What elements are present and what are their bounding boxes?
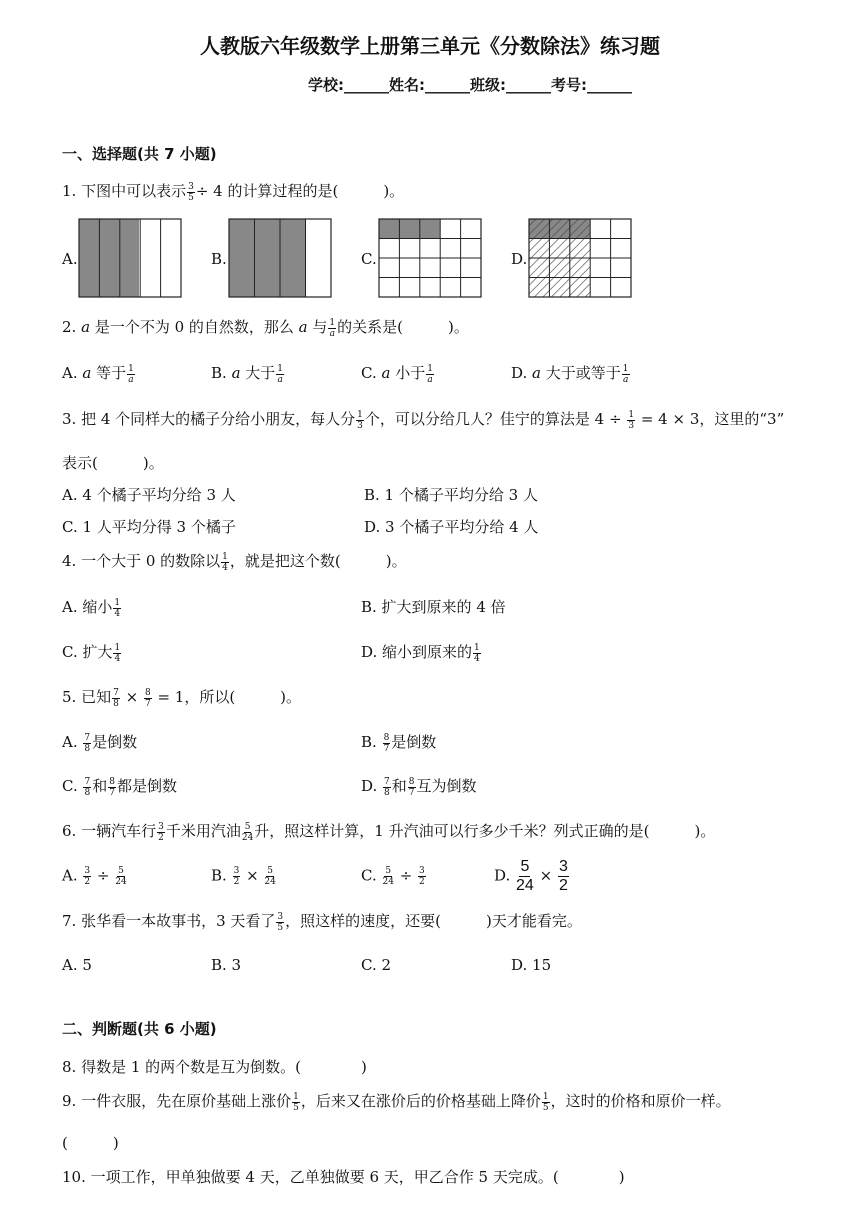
section-judge-heading: 二、判断题(共 6 小题): [62, 1020, 217, 1038]
q3-option-d: D. 3 个橘子平均分给 4 人: [364, 518, 539, 536]
q4-option-d: D. 缩小到原来的 $\frac{1}{4}$: [361, 642, 480, 664]
q2-option-b: B. a 大于 $\frac{1}{a}$: [211, 363, 284, 385]
shaded-region: [229, 219, 305, 297]
q6-option-b: B. $\frac{3}{2}$ × $\frac{5}{24}$: [211, 866, 276, 887]
q1-prefix: 1. 下图中可以表示: [62, 182, 187, 200]
shaded-region: [379, 219, 440, 239]
q3-option-b: B. 1 个橘子平均分给 3 人: [364, 486, 538, 504]
q2-option-d: D. a 大于或等于 $\frac{1}{a}$: [511, 363, 629, 385]
question-8: 8. 得数是 1 的两个数是互为倒数。( ): [62, 1058, 367, 1076]
question-1: [62, 180, 404, 203]
q1-option-d-label: D.: [511, 250, 528, 268]
q1-figure-b: [228, 218, 332, 299]
q7-option-c: C. 2: [361, 956, 392, 974]
q4-option-b: B. 扩大到原来的 4 倍: [361, 598, 506, 616]
q2-option-c: C. a 小于 $\frac{1}{a}$: [361, 363, 433, 385]
q4-option-a: A. 缩小 $\frac{1}{4}$: [62, 597, 121, 619]
q7-option-d: D. 15: [511, 956, 552, 974]
q5-option-d: D. $\frac{7}{8}$ 和 $\frac{8}{7}$ 互为倒数: [361, 776, 477, 798]
question-3-line-2: 表示( )。: [62, 454, 164, 472]
student-info-line: 学校:______姓名:______班级:______考号:______: [308, 76, 632, 94]
question-3: 3. 把 4 个同样大的橘子分给小朋友，每人分 $\frac{1}{3}$ 个，可以分给几人？佳宁的算法是 4 ÷ $\frac{1}{3}$ = 4 × 3，这里的“3”: [62, 409, 785, 431]
q7-option-b: B. 3: [211, 956, 242, 974]
section-choice-heading: 一、选择题(共 7 小题): [62, 145, 217, 163]
q3-option-a: A. 4 个橘子平均分给 3 人: [62, 486, 236, 504]
shaded-region: [79, 219, 139, 297]
question-7: 7. 张华看一本故事书，3 天看了 $\frac{3}{5}$ ，照这样的速度，还要( )天才能看完。: [62, 911, 582, 933]
question-10: 10. 一项工作，甲单独做要 4 天，乙单独做要 6 天，甲乙合作 5 天完成。( ): [62, 1168, 625, 1186]
q1-option-a-label: A.: [62, 250, 78, 268]
q1-numerator: 3: [188, 181, 194, 192]
q1-figure-a: [78, 218, 182, 299]
q1-option-b-label: B.: [211, 250, 227, 268]
q5-option-b: B. $\frac{8}{7}$ 是倒数: [361, 732, 437, 754]
q6-option-d: D. $\frac{5}{24}$ × $\frac{3}{2}$: [494, 858, 568, 894]
q6-option-a: A. $\frac{3}{2}$ ÷ $\frac{5}{24}$: [62, 866, 127, 887]
question-9: 9. 一件衣服，先在原价基础上涨价 $\frac{1}{5}$ ，后来又在涨价后的价格基础上降价 $\frac{1}{5}$ ，这时的价格和原价一样。: [62, 1091, 731, 1113]
q1-option-c-label: C.: [361, 250, 377, 268]
q6-option-c: C. $\frac{5}{24}$ ÷ $\frac{3}{2}$: [361, 866, 425, 887]
q7-option-a: A. 5: [62, 956, 92, 974]
q1-fraction: [187, 182, 195, 203]
q1-denominator: 5: [188, 192, 194, 203]
question-2: 2. a 是一个不为 0 的自然数，那么 a 与 $\frac{1}{a}$ 的关系是( )。: [62, 317, 469, 339]
q5-option-c: C. $\frac{7}{8}$ 和 $\frac{8}{7}$ 都是倒数: [62, 776, 177, 798]
question-9-line-2: ( ): [62, 1134, 119, 1152]
q3-option-c: C. 1 人平均分得 3 个橘子: [62, 518, 236, 536]
page-title: 人教版六年级数学上册第三单元《分数除法》练习题: [200, 34, 660, 58]
q2-fraction: $\frac{1}{a}$: [329, 317, 336, 339]
q1-figure-c: [378, 218, 482, 299]
q1-figure-d: [528, 218, 632, 299]
question-6: 6. 一辆汽车行 $\frac{3}{2}$ 千米用汽油 $\frac{5}{24}$ 升，照这样计算，1 升汽油可以行多少千米？列式正确的是( )。: [62, 821, 716, 843]
shaded-hatched-region: [529, 219, 590, 239]
q5-option-a: A. $\frac{7}{8}$ 是倒数: [62, 732, 138, 754]
question-4: 4. 一个大于 0 的数除以 $\frac{1}{4}$ ，就是把这个数( )。: [62, 551, 407, 573]
q1-suffix: ÷ 4 的计算过程的是( )。: [195, 182, 405, 200]
q2-option-a: A. a 等于 $\frac{1}{a}$: [62, 363, 134, 385]
q4-option-c: C. 扩大 $\frac{1}{4}$: [62, 642, 121, 664]
question-5: 5. 已知 $\frac{7}{8}$ × $\frac{8}{7}$ = 1，所以( )。: [62, 687, 302, 709]
